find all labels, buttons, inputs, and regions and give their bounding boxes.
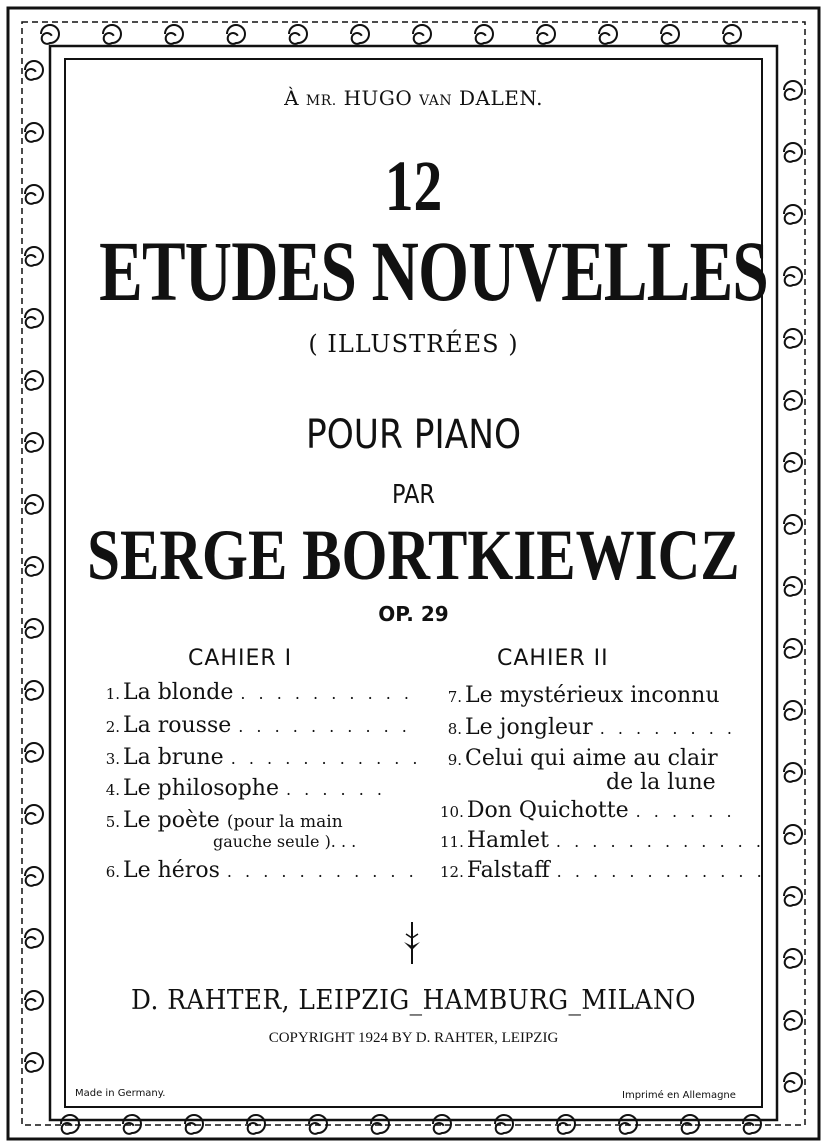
item-title: Le poète [123, 808, 220, 833]
scroll-curl [413, 25, 431, 44]
leader-dots: . . . . . . [635, 802, 736, 821]
scroll-curl [784, 205, 802, 224]
item-title: Le philosophe [123, 776, 279, 801]
scroll-curl [25, 247, 43, 266]
scroll-curl [25, 805, 43, 824]
list-item [98, 745, 422, 772]
scroll-curl [661, 25, 679, 44]
scroll-curl [25, 371, 43, 390]
item-number: 3. [105, 750, 120, 768]
item-title: Le héros [123, 858, 220, 883]
scroll-curl [289, 25, 307, 44]
leader-dots: . . . . . . [286, 780, 386, 799]
item-title: Falstaff [466, 858, 550, 883]
scroll-curl [25, 433, 43, 452]
scroll-curl [784, 887, 802, 906]
item-number: 10. [440, 803, 464, 821]
leader-dots: . . . . . . . . . . . [230, 749, 422, 768]
item-title: Don Quichotte [466, 798, 629, 823]
composer-name: SERGE BORTKIEWICZ [87, 515, 740, 595]
scroll-curl [619, 1115, 637, 1134]
scroll-curl [25, 867, 43, 886]
scroll-curl [784, 1073, 802, 1092]
dagger-ornament-icon [400, 920, 424, 966]
item-number: 9. [447, 751, 462, 769]
scroll-curl [784, 639, 802, 658]
list-item [440, 828, 765, 855]
item-number: 4. [105, 781, 120, 799]
item-title: La brune [123, 745, 224, 770]
leader-dots: . . . . . . . . . . [240, 684, 413, 703]
scroll-curl [784, 143, 802, 162]
made-in-label: Made in Germany. [75, 1088, 166, 1099]
scroll-curl [309, 1115, 327, 1134]
opus-number: OP. 29 [378, 602, 449, 626]
item-title: Hamlet [466, 828, 549, 853]
scroll-curl [784, 391, 802, 410]
item-note-continued: gauche seule ). . . [213, 832, 357, 851]
scroll-curl [784, 577, 802, 596]
scroll-curl [247, 1115, 265, 1134]
cahier-2-heading: CAHIER II [497, 646, 609, 671]
title-number: 12 [384, 146, 443, 226]
item-number: 12. [440, 863, 464, 881]
item-title-continued: de la lune [606, 770, 716, 795]
list-item [440, 683, 719, 710]
instrument: POUR PIANO [305, 412, 522, 458]
item-title: Le jongleur [465, 715, 593, 740]
main-title: ETUDES NOUVELLES [99, 223, 769, 319]
scroll-curl [599, 25, 617, 44]
subtitle: ( ILLUSTRÉES ) [308, 330, 519, 358]
par-label: PAR [392, 480, 435, 510]
scroll-curl [25, 495, 43, 514]
list-item [440, 715, 736, 742]
list-item [98, 776, 386, 803]
item-note: (pour la main [226, 812, 343, 832]
item-title: Celui qui aime au clair [465, 746, 718, 771]
scroll-curl [784, 267, 802, 286]
leader-dots: . . . . . . . . . . . [226, 862, 418, 881]
scroll-curl [25, 743, 43, 762]
publisher: D. RAHTER, LEIPZIG_HAMBURG_MILANO [131, 985, 696, 1016]
dedication-a: À [284, 86, 300, 110]
leader-dots: . . . . . . . . . . [238, 717, 411, 736]
leader-dots: . . . . . . . . . . . . [555, 832, 765, 851]
scroll-curl [723, 25, 741, 44]
list-item [98, 713, 411, 740]
scroll-curl [784, 825, 802, 844]
scroll-curl [25, 929, 43, 948]
scroll-curl [165, 25, 183, 44]
scroll-curl [41, 25, 59, 44]
dedication-name-last: DALEN. [458, 86, 543, 110]
dedication-mr: MR. [305, 93, 337, 109]
list-item [440, 858, 766, 885]
list-item [98, 858, 418, 885]
scroll-curl [351, 25, 369, 44]
item-number: 11. [440, 833, 464, 851]
scroll-curl [784, 701, 802, 720]
leader-dots: . . . . . . . . . . . . [556, 862, 766, 881]
scroll-curl [25, 1053, 43, 1072]
scroll-curl [25, 309, 43, 328]
item-number: 7. [447, 688, 462, 706]
list-item [440, 746, 718, 773]
scroll-curl [475, 25, 493, 44]
scroll-curl [784, 453, 802, 472]
cahier-1-heading: CAHIER I [188, 646, 293, 671]
scroll-curl [557, 1115, 575, 1134]
scroll-curl [25, 61, 43, 80]
list-item [98, 808, 343, 835]
item-number: 5. [105, 813, 120, 831]
item-number: 6. [105, 863, 120, 881]
item-title: La rousse [123, 713, 232, 738]
imprime-label: Imprimé en Allemagne [622, 1090, 736, 1101]
scroll-curl [537, 25, 555, 44]
scroll-curl [103, 25, 121, 44]
item-number: 1. [105, 685, 120, 703]
dedication-name-first: HUGO [343, 86, 413, 110]
list-item [98, 680, 413, 707]
leader-dots: . . . . . . . . [599, 719, 736, 738]
scroll-curl [784, 515, 802, 534]
dedication [0, 86, 827, 110]
list-item [440, 798, 736, 825]
item-title: Le mystérieux inconnu [465, 683, 720, 708]
scroll-curl [227, 25, 245, 44]
copyright: COPYRIGHT 1924 BY D. RAHTER, LEIPZIG [268, 1030, 559, 1046]
item-number: 2. [105, 718, 120, 736]
dedication-van: VAN [419, 93, 453, 109]
item-title: La blonde [123, 680, 234, 705]
scroll-curl [784, 763, 802, 782]
scroll-curl [25, 681, 43, 700]
scroll-curl [25, 185, 43, 204]
scroll-curl [25, 557, 43, 576]
scroll-curl [25, 123, 43, 142]
item-number: 8. [447, 720, 462, 738]
scroll-curl [784, 949, 802, 968]
